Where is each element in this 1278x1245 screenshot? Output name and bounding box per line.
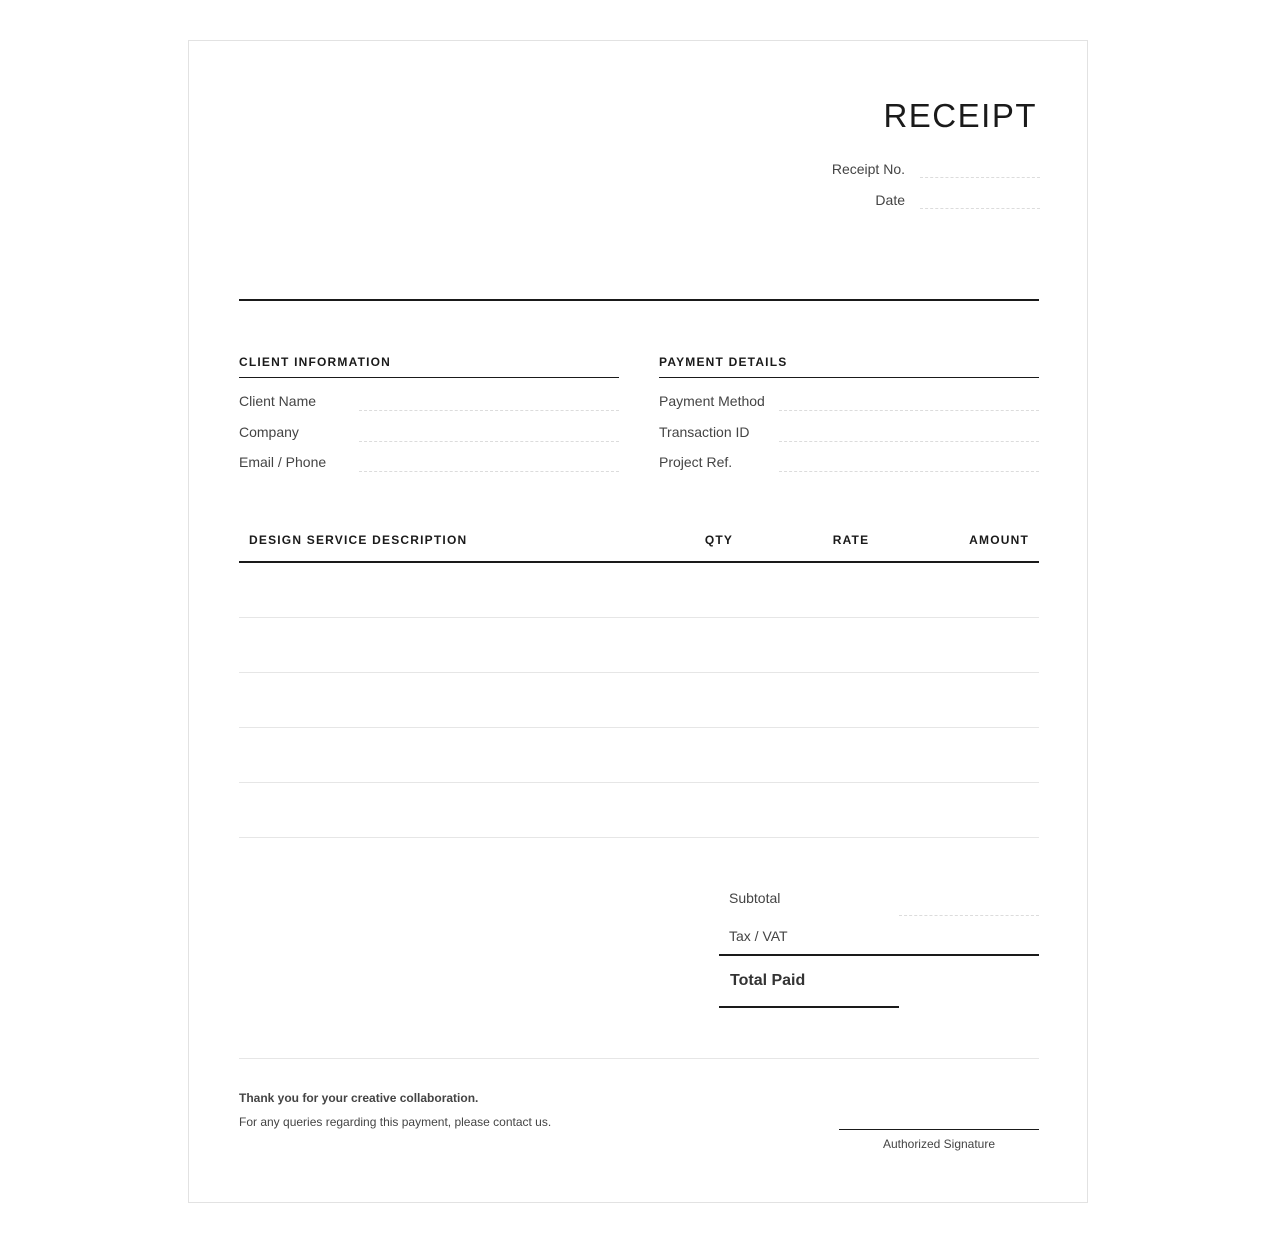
company-label: Company	[239, 424, 299, 440]
tax-vat-label: Tax / VAT	[729, 928, 788, 944]
client-name-field[interactable]	[359, 410, 619, 411]
receipt-title: RECEIPT	[883, 97, 1037, 134]
receipt-number-field[interactable]	[920, 177, 1040, 178]
contact-note: For any queries regarding this payment, please contact us.	[239, 1115, 552, 1129]
authorized-signature-label: Authorized Signature	[882, 1137, 996, 1151]
client-info-heading: CLIENT INFORMATION	[239, 355, 392, 369]
receipt-date-field[interactable]	[920, 208, 1040, 209]
payment-method-field[interactable]	[779, 410, 1039, 411]
subtotal-field[interactable]	[899, 915, 1039, 916]
tax-vat-rule	[719, 954, 1039, 956]
client-info-rule	[239, 377, 619, 378]
thank-you-message: Thank you for your creative collaboration.	[239, 1091, 479, 1105]
table-row[interactable]	[239, 618, 1039, 673]
row-divider	[239, 837, 1039, 838]
project-ref-label: Project Ref.	[659, 454, 733, 470]
description-column-header: DESIGN SERVICE DESCRIPTION	[249, 533, 468, 547]
table-row[interactable]	[239, 673, 1039, 728]
table-row[interactable]	[239, 783, 1039, 838]
rate-column-header: RATE	[832, 533, 870, 547]
payment-method-label: Payment Method	[659, 393, 765, 409]
project-ref-field[interactable]	[779, 471, 1039, 472]
header-divider	[239, 299, 1039, 301]
email-phone-field[interactable]	[359, 471, 619, 472]
table-row[interactable]	[239, 563, 1039, 618]
amount-column-header: AMOUNT	[969, 533, 1029, 547]
signature-line[interactable]	[839, 1129, 1039, 1130]
client-name-label: Client Name	[239, 393, 317, 409]
transaction-id-label: Transaction ID	[659, 424, 750, 440]
payment-details-heading: PAYMENT DETAILS	[659, 355, 788, 369]
receipt-number-label: Receipt No.	[831, 161, 905, 177]
company-field[interactable]	[359, 441, 619, 442]
payment-details-rule	[659, 377, 1039, 378]
transaction-id-field[interactable]	[779, 441, 1039, 442]
table-row[interactable]	[239, 728, 1039, 783]
qty-column-header: QTY	[704, 533, 734, 547]
subtotal-label: Subtotal	[729, 890, 781, 906]
footer-divider	[239, 1058, 1039, 1059]
total-paid-rule	[719, 1006, 899, 1008]
total-paid-label: Total Paid	[730, 972, 806, 989]
receipt-date-label: Date	[875, 192, 905, 208]
receipt-page	[188, 40, 1088, 1203]
email-phone-label: Email / Phone	[239, 454, 327, 470]
